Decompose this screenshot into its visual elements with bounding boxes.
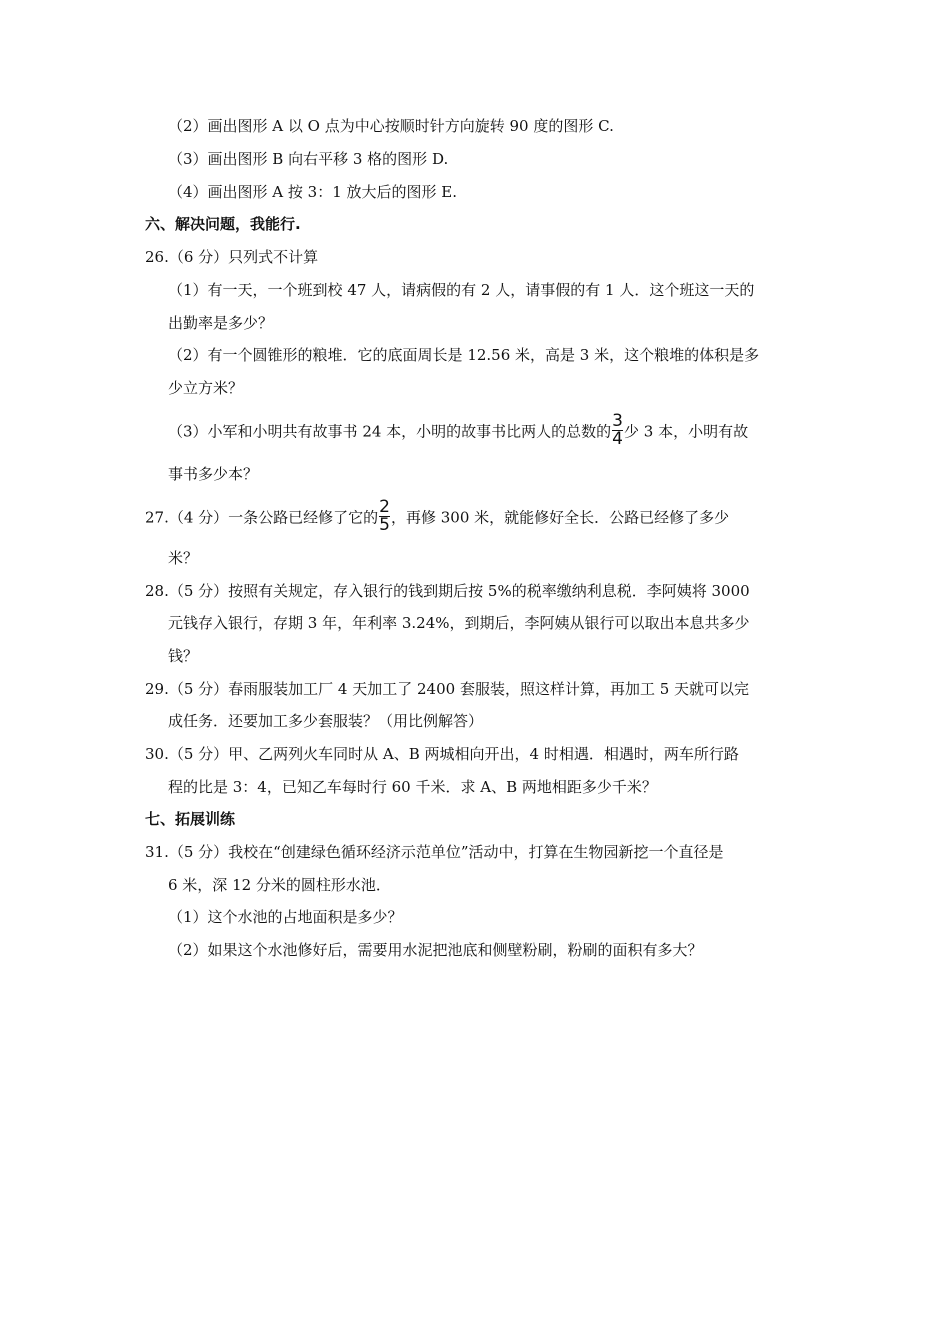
question-25-part-2: （2）画出图形 A 以 O 点为中心按顺时针方向旋转 90 度的图形 C. [168,117,614,135]
question-26-part-2-line-2: 少立方米？ [168,379,244,397]
question-26-part-3-line-2: 事书多少本？ [168,465,259,483]
question-26-part-1-line-1: （1）有一天，一个班到校 47 人，请病假的有 2 人，请事假的有 1 人．这个班这一天的 [168,281,755,299]
question-28-line-1: 28.（5 分）按照有关规定，存入银行的钱到期后按 5%的税率缴纳利息税．李阿姨将 3000 [145,582,750,600]
section-heading-7: 七、拓展训练 [145,810,236,828]
question-27-text-before: 27.（4 分）一条公路已经修了它的 [145,508,379,527]
section-heading-6: 六、解决问题，我能行. [145,215,301,233]
question-31-line-1: 31.（5 分）我校在“创建绿色循环经济示范单位”活动中，打算在生物园新挖一个直径是 [145,843,724,861]
fraction-two-fifths [379,497,390,535]
question-30-line-1: 30.（5 分）甲、乙两列火车同时从 A、B 两城相向开出，4 时相遇．相遇时，两车所行路 [145,745,739,763]
question-25-part-3: （3）画出图形 B 向右平移 3 格的图形 D. [168,150,449,168]
question-31-line-2: 6 米，深 12 分米的圆柱形水池． [168,876,391,894]
question-28-line-3: 钱？ [168,647,199,665]
question-29-line-1: 29.（5 分）春雨服装加工厂 4 天加工了 2400 套服装，照这样计算，再加工 5 天就可以完 [145,680,750,698]
question-29-line-2: 成任务．还要加工多少套服装？（用比例解答） [168,712,484,730]
question-31-part-2: （2）如果这个水池修好后，需要用水泥把池底和侧壁粉刷，粉刷的面积有多大？ [168,941,703,959]
question-26-heading: 26.（6 分）只列式不计算 [145,248,319,266]
fraction-denominator: 5 [379,515,390,535]
question-27-line-2: 米？ [168,549,199,567]
question-26-part-3-text-before: （3）小军和小明共有故事书 24 本，小明的故事书比两人的总数的 [168,422,612,441]
question-31-part-1: （1）这个水池的占地面积是多少？ [168,908,403,926]
fraction-three-quarters [612,411,623,449]
question-26-part-2-line-1: （2）有一个圆锥形的粮堆．它的底面周长是 12.56 米，高是 3 米，这个粮堆的体积是多 [168,346,760,364]
question-28-line-2: 元钱存入银行，存期 3 年，年利率 3.24%，到期后，李阿姨从银行可以取出本息共多少 [168,614,750,632]
fraction-numerator: 3 [612,411,623,431]
question-30-line-2: 程的比是 3：4，已知乙车每时行 60 千米．求 A、B 两地相距多少千米？ [168,778,657,796]
question-27-text-after: ，再修 300 米，就能修好全长．公路已经修了多少 [391,508,730,527]
question-26-part-1-line-2: 出勤率是多少？ [168,314,274,332]
fraction-numerator: 2 [379,497,390,517]
question-26-part-3-text-after: 少 3 本，小明有故 [624,422,749,441]
question-26-part-3-line-1 [168,411,749,449]
question-25-part-4: （4）画出图形 A 按 3：1 放大后的图形 E. [168,183,458,201]
fraction-denominator: 4 [612,429,623,449]
question-27-line-1 [145,497,730,535]
